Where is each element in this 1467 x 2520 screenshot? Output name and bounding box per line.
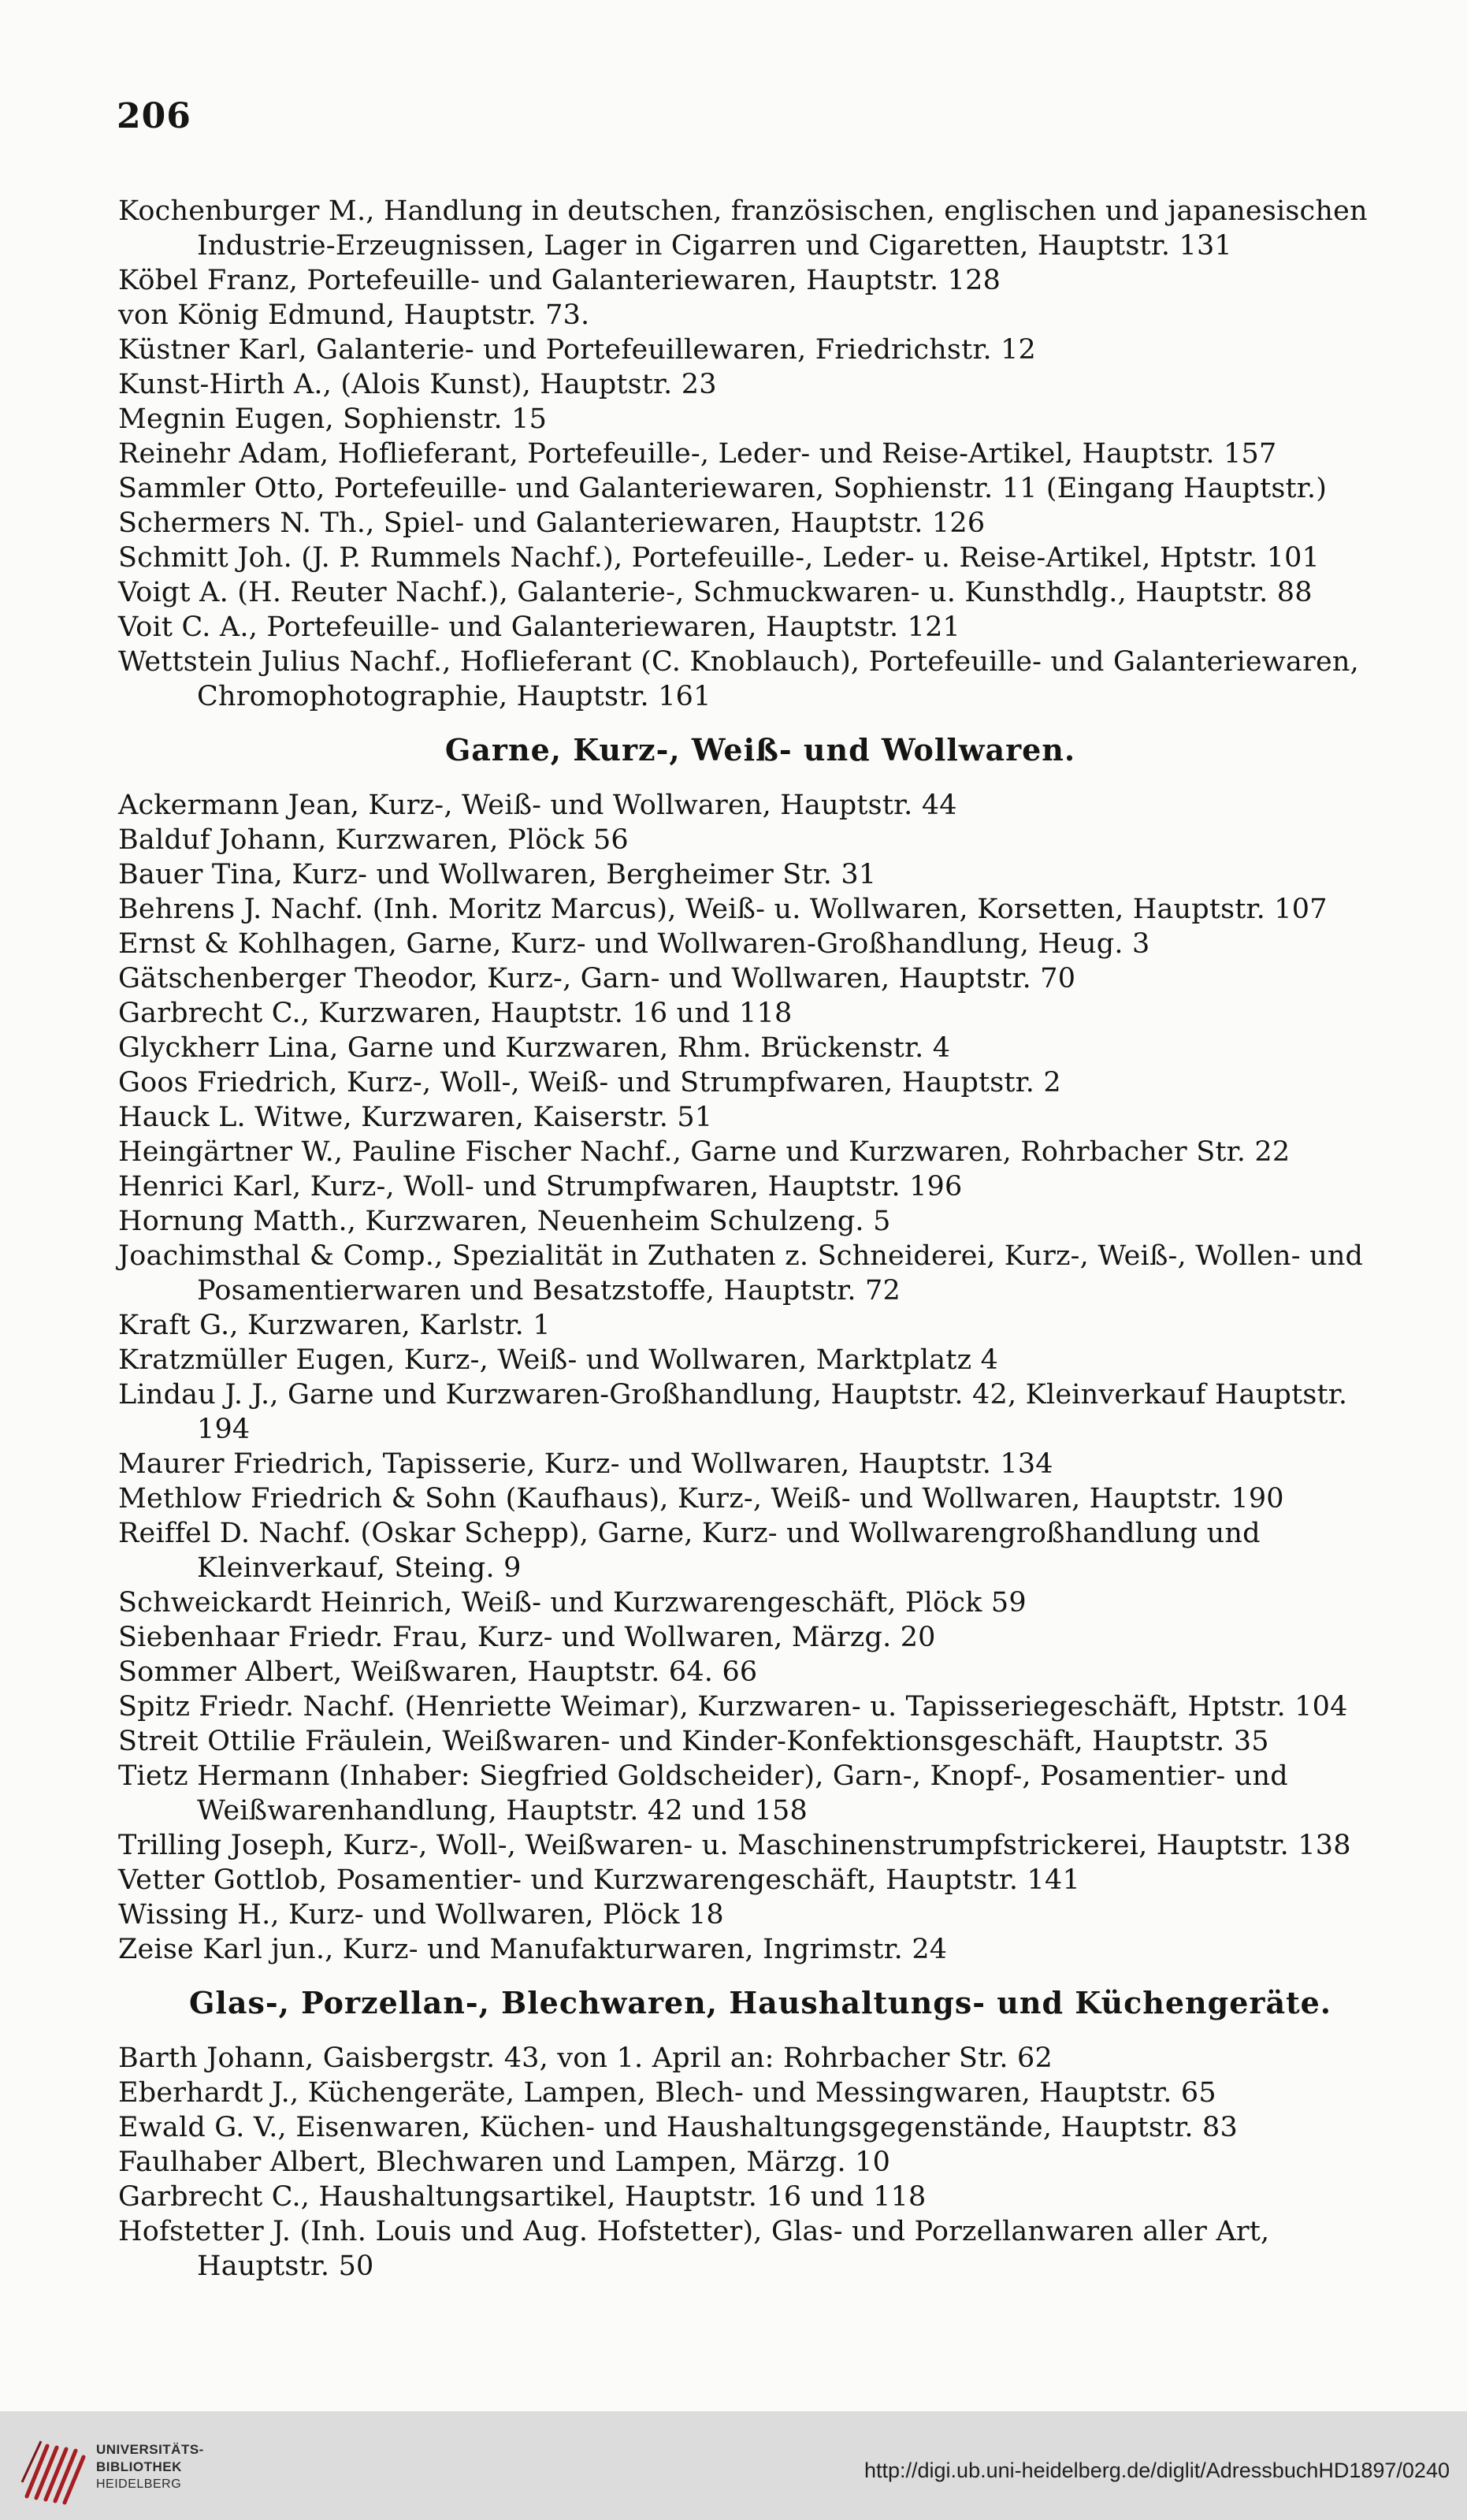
entry-text: Behrens J. Nachf. (Inh. Moritz Marcus), Weiß- u. Wollwaren, Korsetten, Hauptstr. 107 bbox=[118, 894, 1328, 925]
directory-entry bbox=[118, 437, 1402, 471]
directory-entry bbox=[118, 2214, 1402, 2284]
entry-text: Sammler Otto, Portefeuille- und Galanteriewaren, Sophienstr. 11 (Eingang Hauptstr.) bbox=[118, 473, 1328, 504]
entry-text: Kratzmüller Eugen, Kurz-, Weiß- und Wollwaren, Marktplatz 4 bbox=[118, 1344, 999, 1376]
directory-section bbox=[118, 194, 1402, 714]
directory-entry bbox=[118, 1585, 1402, 1620]
directory-entry bbox=[118, 1100, 1402, 1135]
entry-text: Wettstein Julius Nachf., Hoflieferant (C. Knoblauch), Portefeuille- und Galanteriewaren, Chromophotographie, Hauptstr. 161 bbox=[118, 646, 1359, 712]
entry-text: Tietz Hermann (Inhaber: Siegfried Goldscheider), Garn-, Knopf-, Posamentier- und Weißwarenhandlung, Hauptstr. 42 und 158 bbox=[118, 1760, 1288, 1827]
directory-entry bbox=[118, 1308, 1402, 1343]
entry-text: Garbrecht C., Kurzwaren, Hauptstr. 16 und 118 bbox=[118, 998, 793, 1029]
directory-entry bbox=[118, 1031, 1402, 1065]
directory-entry bbox=[118, 1759, 1402, 1828]
entry-text: Köbel Franz, Portefeuille- und Galanteriewaren, Hauptstr. 128 bbox=[118, 265, 1001, 296]
directory-entry bbox=[118, 333, 1402, 367]
library-name-line: UNIVERSITÄTS- bbox=[96, 2442, 204, 2457]
directory-entry bbox=[118, 892, 1402, 927]
directory-entry bbox=[118, 1135, 1402, 1169]
entry-text: Kochenburger M., Handlung in deutschen, französischen, englischen und japanesischen Industrie-Erzeugnissen, Lager in Cigarren und Cigaretten, Hauptstr. 131 bbox=[118, 195, 1368, 262]
entry-text: Henrici Karl, Kurz-, Woll- und Strumpfwaren, Hauptstr. 196 bbox=[118, 1171, 963, 1202]
entry-text: Reinehr Adam, Hoflieferant, Portefeuille-, Leder- und Reise-Artikel, Hauptstr. 157 bbox=[118, 438, 1277, 470]
entry-text: Lindau J. J., Garne und Kurzwaren-Großhandlung, Hauptstr. 42, Kleinverkauf Hauptstr. 194 bbox=[118, 1379, 1348, 1445]
entry-text: Wissing H., Kurz- und Wollwaren, Plöck 18 bbox=[118, 1899, 724, 1931]
directory-entry bbox=[118, 788, 1402, 823]
entry-text: Zeise Karl jun., Kurz- und Manufakturwaren, Ingrimstr. 24 bbox=[118, 1934, 948, 1965]
entry-text: Kunst-Hirth A., (Alois Kunst), Hauptstr. 23 bbox=[118, 369, 717, 400]
directory-entry bbox=[118, 927, 1402, 961]
entry-text: Siebenhaar Friedr. Frau, Kurz- und Wollwaren, Märzg. 20 bbox=[118, 1622, 936, 1653]
directory-column bbox=[118, 194, 1402, 2284]
entry-text: Schweickardt Heinrich, Weiß- und Kurzwarengeschäft, Plöck 59 bbox=[118, 1587, 1027, 1619]
directory-entry bbox=[118, 1828, 1402, 1863]
directory-entry bbox=[118, 1169, 1402, 1204]
entry-text: Trilling Joseph, Kurz-, Woll-, Weißwaren- u. Maschinenstrumpfstrickerei, Hauptstr. 138 bbox=[118, 1830, 1351, 1861]
directory-entry bbox=[118, 2076, 1402, 2110]
library-name-line: BIBLIOTHEK bbox=[96, 2459, 182, 2474]
directory-entry bbox=[118, 263, 1402, 298]
directory-entry bbox=[118, 2145, 1402, 2180]
directory-entry bbox=[118, 996, 1402, 1031]
directory-entry bbox=[118, 1481, 1402, 1516]
directory-entry bbox=[118, 1516, 1402, 1585]
entry-text: Methlow Friedrich & Sohn (Kaufhaus), Kurz-, Weiß- und Wollwaren, Hauptstr. 190 bbox=[118, 1483, 1284, 1515]
entry-text: Maurer Friedrich, Tapisserie, Kurz- und Wollwaren, Hauptstr. 134 bbox=[118, 1448, 1053, 1480]
entry-text: von König Edmund, Hauptstr. 73. bbox=[118, 299, 590, 331]
entry-text: Spitz Friedr. Nachf. (Henriette Weimar), Kurzwaren- u. Tapisseriegeschäft, Hptstr. 104 bbox=[118, 1691, 1348, 1723]
entry-text: Garbrecht C., Haushaltungsartikel, Hauptstr. 16 und 118 bbox=[118, 2181, 927, 2213]
directory-entry bbox=[118, 1655, 1402, 1689]
directory-entry bbox=[118, 1343, 1402, 1377]
directory-section bbox=[118, 1981, 1402, 2284]
entry-text: Schermers N. Th., Spiel- und Galanteriewaren, Hauptstr. 126 bbox=[118, 507, 986, 539]
section-heading: Glas-, Porzellan-, Blechwaren, Haushaltungs- und Küchengeräte. bbox=[188, 1985, 1332, 2020]
directory-entry bbox=[118, 645, 1402, 714]
entry-text: Gätschenberger Theodor, Kurz-, Garn- und Wollwaren, Hauptstr. 70 bbox=[118, 963, 1076, 994]
entry-text: Sommer Albert, Weißwaren, Hauptstr. 64. 66 bbox=[118, 1656, 758, 1688]
directory-entry bbox=[118, 1239, 1402, 1308]
directory-entry bbox=[118, 2180, 1402, 2214]
entry-text: Reiffel D. Nachf. (Oskar Schepp), Garne, Kurz- und Wollwarengroßhandlung und Kleinverkauf, Steing. 9 bbox=[118, 1518, 1261, 1584]
directory-entry bbox=[118, 823, 1402, 857]
directory-entry bbox=[118, 402, 1402, 437]
directory-entry bbox=[118, 1065, 1402, 1100]
university-library-logo-icon bbox=[17, 2435, 90, 2507]
entry-text: Eberhardt J., Küchengeräte, Lampen, Blech- und Messingwaren, Hauptstr. 65 bbox=[118, 2077, 1216, 2109]
entry-text: Ackermann Jean, Kurz-, Weiß- und Wollwaren, Hauptstr. 44 bbox=[118, 790, 957, 821]
directory-entry bbox=[118, 471, 1402, 506]
directory-entry bbox=[118, 575, 1402, 610]
entry-text: Schmitt Joh. (J. P. Rummels Nachf.), Portefeuille-, Leder- u. Reise-Artikel, Hptstr. 101 bbox=[118, 542, 1320, 574]
directory-entry bbox=[118, 1863, 1402, 1897]
directory-entry bbox=[118, 1204, 1402, 1239]
entry-text: Hofstetter J. (Inh. Louis und Aug. Hofstetter), Glas- und Porzellanwaren aller Art, Hauptstr. 50 bbox=[118, 2216, 1270, 2282]
entry-text: Voit C. A., Portefeuille- und Galanteriewaren, Hauptstr. 121 bbox=[118, 611, 961, 643]
entry-text: Balduf Johann, Kurzwaren, Plöck 56 bbox=[118, 824, 629, 856]
entry-text: Glyckherr Lina, Garne und Kurzwaren, Rhm. Brückenstr. 4 bbox=[118, 1032, 951, 1064]
entry-text: Goos Friedrich, Kurz-, Woll-, Weiß- und Strumpfwaren, Hauptstr. 2 bbox=[118, 1067, 1061, 1098]
entry-text: Barth Johann, Gaisbergstr. 43, von 1. April an: Rohrbacher Str. 62 bbox=[118, 2042, 1053, 2074]
page-number: 206 bbox=[117, 96, 191, 136]
directory-entry bbox=[118, 1377, 1402, 1447]
entry-text: Bauer Tina, Kurz- und Wollwaren, Bergheimer Str. 31 bbox=[118, 859, 877, 890]
entry-text: Küstner Karl, Galanterie- und Portefeuillewaren, Friedrichstr. 12 bbox=[118, 334, 1037, 366]
directory-entry bbox=[118, 1897, 1402, 1932]
directory-entry bbox=[118, 1620, 1402, 1655]
entry-text: Heingärtner W., Pauline Fischer Nachf., Garne und Kurzwaren, Rohrbacher Str. 22 bbox=[118, 1136, 1291, 1168]
directory-entry bbox=[118, 1689, 1402, 1724]
directory-entry bbox=[118, 857, 1402, 892]
entry-text: Voigt A. (H. Reuter Nachf.), Galanterie-, Schmuckwaren- u. Kunsthdlg., Hauptstr. 88 bbox=[118, 577, 1313, 608]
entry-text: Megnin Eugen, Sophienstr. 15 bbox=[118, 403, 548, 435]
entry-text: Hornung Matth., Kurzwaren, Neuenheim Schulzeng. 5 bbox=[118, 1206, 891, 1237]
directory-entry bbox=[118, 1724, 1402, 1759]
entry-text: Ewald G. V., Eisenwaren, Küchen- und Haushaltungsgegenstände, Hauptstr. 83 bbox=[118, 2112, 1238, 2143]
directory-entry bbox=[118, 610, 1402, 645]
entry-text: Ernst & Kohlhagen, Garne, Kurz- und Wollwaren-Großhandlung, Heug. 3 bbox=[118, 928, 1150, 960]
library-name bbox=[96, 2441, 246, 2493]
library-name-line: HEIDELBERG bbox=[96, 2477, 182, 2491]
source-url-link[interactable]: http://digi.ub.uni-heidelberg.de/diglit/AdressbuchHD1897/0240 bbox=[863, 2459, 1450, 2482]
viewer-footer bbox=[0, 2411, 1467, 2520]
directory-section bbox=[118, 728, 1402, 1967]
entry-text: Vetter Gottlob, Posamentier- und Kurzwarengeschäft, Hauptstr. 141 bbox=[118, 1864, 1080, 1896]
directory-entry bbox=[118, 506, 1402, 541]
entry-text: Joachimsthal & Comp., Spezialität in Zuthaten z. Schneiderei, Kurz-, Weiß-, Wollen- und Posamentierwaren und Besatzstoffe, Hauptstr. 72 bbox=[118, 1240, 1364, 1306]
section-heading: Garne, Kurz-, Weiß- und Wollwaren. bbox=[444, 732, 1076, 768]
directory-entry bbox=[118, 2110, 1402, 2145]
directory-entry bbox=[118, 367, 1402, 402]
directory-entry bbox=[118, 2041, 1402, 2076]
directory-entry bbox=[118, 1932, 1402, 1967]
directory-entry bbox=[118, 1447, 1402, 1481]
directory-entry bbox=[118, 961, 1402, 996]
entry-text: Faulhaber Albert, Blechwaren und Lampen, Märzg. 10 bbox=[118, 2146, 891, 2178]
entry-text: Hauck L. Witwe, Kurzwaren, Kaiserstr. 51 bbox=[118, 1102, 713, 1133]
directory-entry bbox=[118, 541, 1402, 575]
entry-text: Kraft G., Kurzwaren, Karlstr. 1 bbox=[118, 1310, 551, 1341]
directory-entry bbox=[118, 194, 1402, 263]
entry-text: Streit Ottilie Fräulein, Weißwaren- und Kinder-Konfektionsgeschäft, Hauptstr. 35 bbox=[118, 1726, 1269, 1757]
directory-entry bbox=[118, 298, 1402, 333]
